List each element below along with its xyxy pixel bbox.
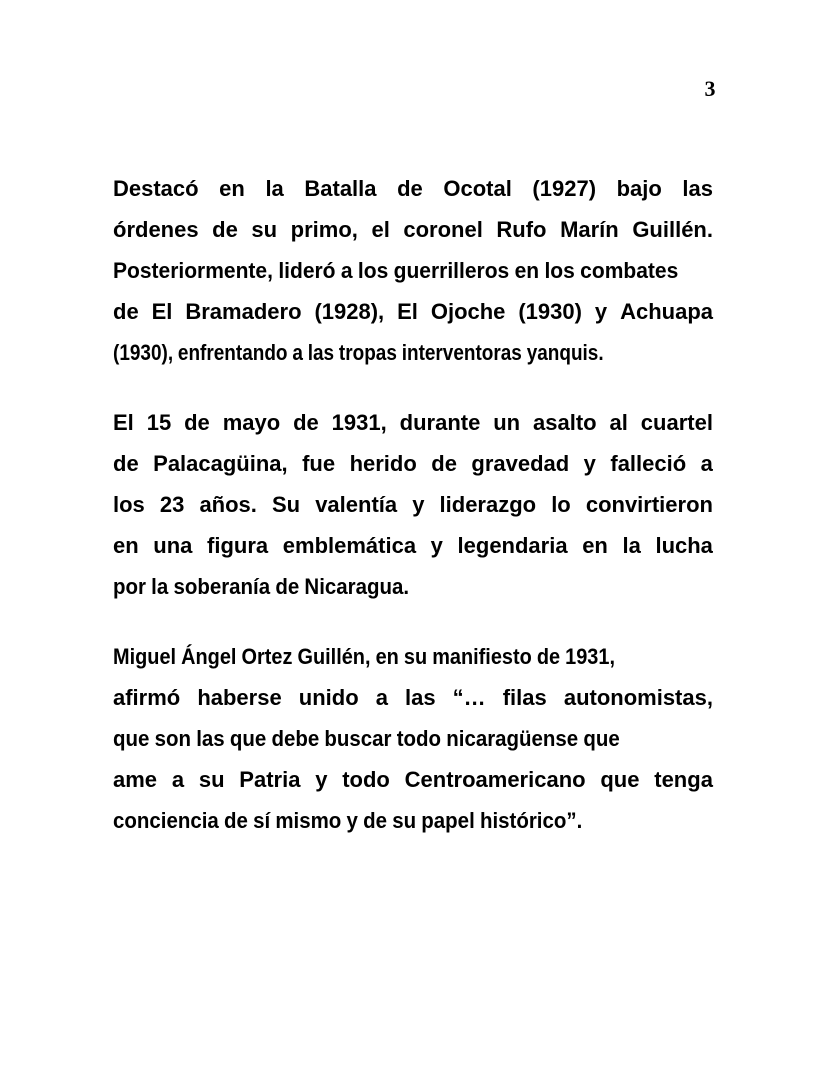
text-line [113, 525, 713, 566]
text-line [113, 168, 713, 209]
line-word: 15 [146, 410, 172, 435]
line-word: el [371, 217, 390, 242]
line-word: y [315, 767, 328, 792]
line-word: a [171, 767, 185, 792]
line-word: Batalla [304, 176, 377, 201]
line-word: cuartel [640, 410, 713, 435]
text-line [113, 402, 713, 443]
text-line: Posteriormente, lideró a los guerrilleros en los combates [113, 258, 679, 283]
line-word: figura [207, 533, 269, 558]
line-word: emblemática [282, 533, 417, 558]
line-word: Ocotal [443, 176, 512, 201]
text-line [113, 677, 713, 718]
line-word: y [430, 533, 443, 558]
line-word: fue [302, 451, 336, 476]
line-word: la [622, 533, 641, 558]
line-word: Guillén. [632, 217, 713, 242]
line-word: herido [349, 451, 417, 476]
line-word: haberse [197, 685, 282, 710]
line-word: Destacó [113, 176, 199, 201]
line-word: en [582, 533, 608, 558]
line-word: 1931, [331, 410, 387, 435]
line-word: a [700, 451, 713, 476]
line-word: mayo [222, 410, 281, 435]
line-word: asalto [533, 410, 597, 435]
line-word: liderazgo [439, 492, 537, 517]
line-word: Marín [560, 217, 619, 242]
line-word: los [113, 492, 145, 517]
line-word: primo, [290, 217, 358, 242]
line-word: de [113, 299, 139, 324]
line-word: la [265, 176, 284, 201]
line-word: bajo [616, 176, 662, 201]
line-word: El [397, 299, 418, 324]
text-line [113, 484, 713, 525]
line-word: ame [113, 767, 158, 792]
line-word: las [682, 176, 713, 201]
page-number: 3 [704, 76, 716, 101]
line-word: lo [551, 492, 571, 517]
line-word: de [113, 451, 139, 476]
line-word: legendaria [457, 533, 568, 558]
text-line [113, 443, 713, 484]
line-word: y [412, 492, 425, 517]
line-word: Centroamericano [404, 767, 586, 792]
line-word: El [151, 299, 173, 324]
line-word: “… [452, 685, 486, 710]
text-line: (1930), enfrentando a las tropas interventoras yanquis. [113, 340, 604, 365]
line-word: y [594, 299, 608, 324]
line-word: su [198, 767, 225, 792]
line-word: de [212, 217, 238, 242]
line-word: órdenes [113, 217, 199, 242]
line-word: lucha [655, 533, 713, 558]
line-word: que [600, 767, 640, 792]
line-word: de [293, 410, 319, 435]
paragraph-2 [113, 402, 713, 607]
line-word: años. [199, 492, 257, 517]
line-word: filas [502, 685, 547, 710]
line-word: a [375, 685, 388, 710]
text-line: que son las que debe buscar todo nicaragüense que [113, 726, 620, 751]
line-word: Bramadero [185, 299, 302, 324]
paragraph-3 [113, 636, 713, 841]
text-line [113, 209, 713, 250]
line-word: valentía [315, 492, 398, 517]
line-word: Patria [239, 767, 301, 792]
line-word: las [405, 685, 436, 710]
line-word: (1927) [532, 176, 597, 201]
line-word: un [493, 410, 521, 435]
line-word: autonomistas, [563, 685, 713, 710]
text-line [113, 759, 713, 800]
text-line: Miguel Ángel Ortez Guillén, en su manifiesto de 1931, [113, 644, 615, 669]
line-word: gravedad [471, 451, 570, 476]
line-word: El [113, 410, 134, 435]
text-line [113, 291, 713, 332]
line-word: en [219, 176, 245, 201]
line-word: de [431, 451, 457, 476]
document-body [113, 168, 713, 841]
line-word: al [609, 410, 628, 435]
line-word: unido [298, 685, 359, 710]
paragraph-1 [113, 168, 713, 373]
line-word: todo [342, 767, 390, 792]
text-line: conciencia de sí mismo y de su papel histórico”. [113, 808, 583, 833]
line-word: una [153, 533, 193, 558]
line-word: (1928), [314, 299, 385, 324]
line-word: Ojoche [430, 299, 506, 324]
line-word: Palacagüina, [153, 451, 288, 476]
line-word: su [251, 217, 278, 242]
line-word: falleció [610, 451, 687, 476]
line-word: tenga [654, 767, 713, 792]
line-word: y [583, 451, 596, 476]
line-word: coronel [403, 217, 483, 242]
line-word: Achuapa [620, 299, 713, 324]
line-word: convirtieron [585, 492, 713, 517]
line-word: Rufo [496, 217, 547, 242]
line-word: en [113, 533, 139, 558]
line-word: 23 [159, 492, 185, 517]
line-word: (1930) [518, 299, 582, 324]
line-word: de [397, 176, 423, 201]
line-word: de [184, 410, 210, 435]
line-word: durante [399, 410, 481, 435]
line-word: Su [271, 492, 301, 517]
text-line: por la soberanía de Nicaragua. [113, 574, 410, 599]
line-word: afirmó [113, 685, 181, 710]
